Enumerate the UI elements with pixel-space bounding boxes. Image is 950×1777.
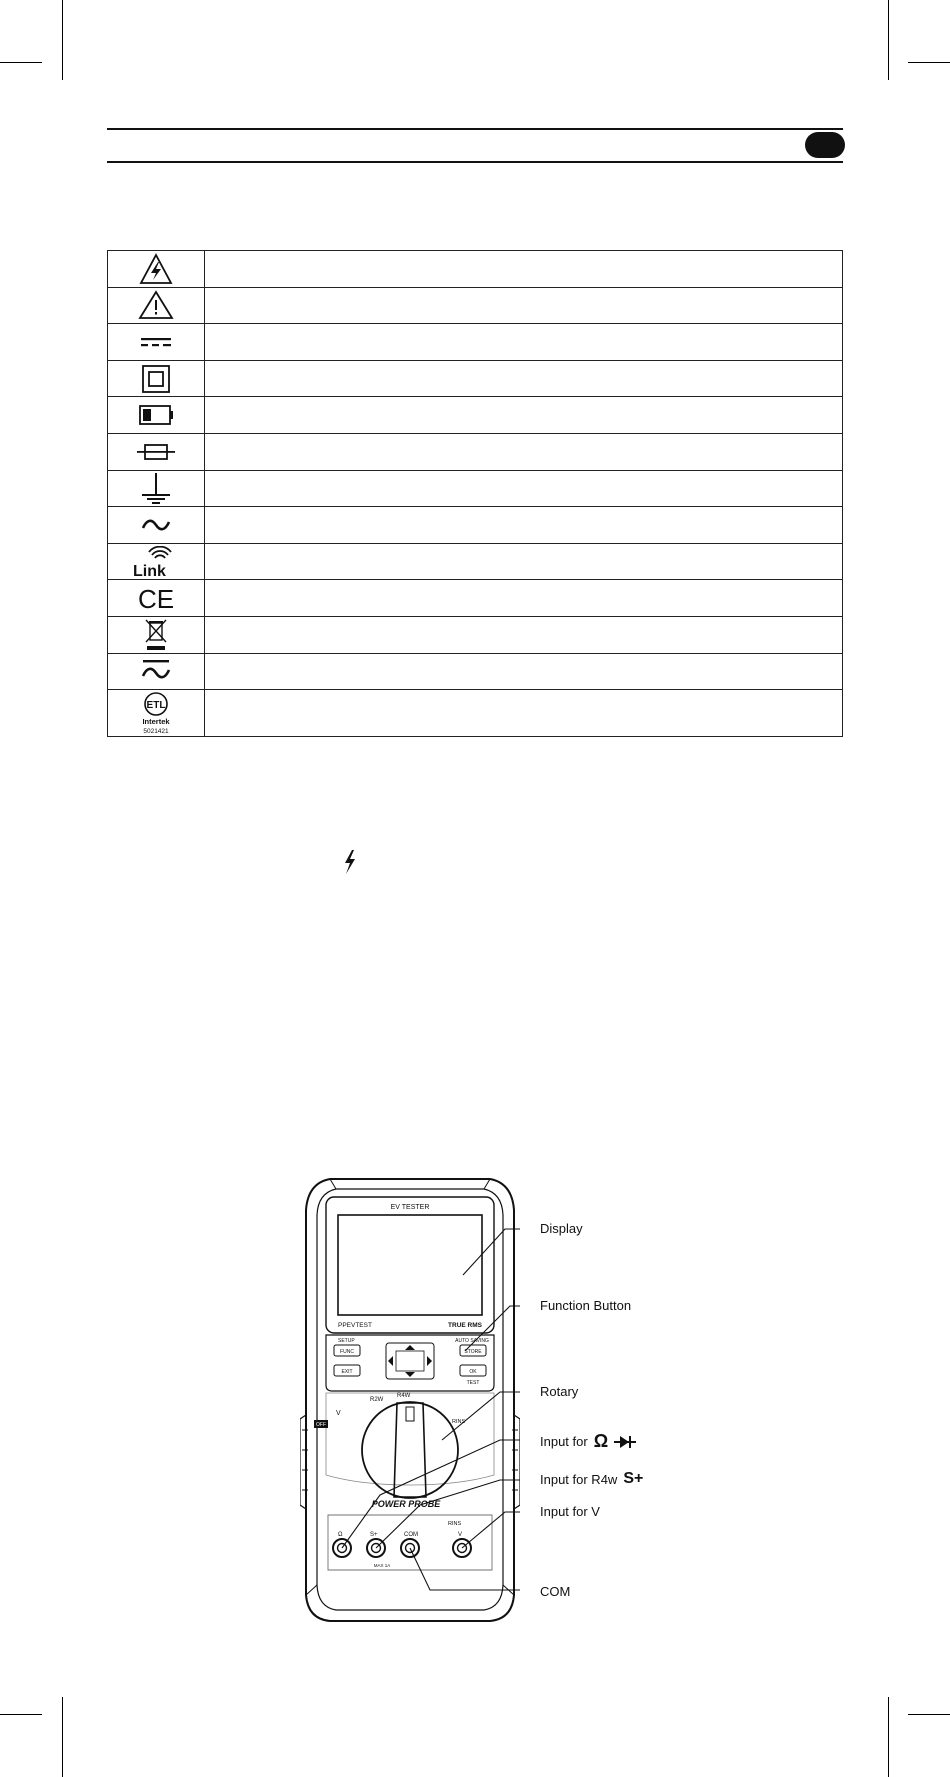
callout-function-button-text: Function Button	[540, 1298, 632, 1313]
meter-jack-v-label: V	[458, 1532, 463, 1538]
callout-com	[540, 1584, 570, 1599]
dc-current-icon	[108, 324, 205, 361]
header-bottom-rule	[107, 161, 843, 163]
crop-mark	[908, 62, 950, 63]
table-row	[108, 324, 843, 361]
ac-dc-icon	[108, 653, 205, 690]
callout-display	[540, 1221, 583, 1236]
table-row	[108, 580, 843, 617]
table-row	[108, 690, 843, 737]
crop-mark	[0, 62, 42, 63]
crop-mark	[888, 0, 889, 80]
meter-jack-s-label: S+	[370, 1532, 378, 1538]
meter-test-label: TEST	[466, 1380, 480, 1386]
meter-auto-saving-label: AUTO SAVING	[455, 1338, 489, 1344]
meter-v-label: V	[336, 1410, 341, 1417]
table-row	[108, 616, 843, 653]
multimeter-illustration	[300, 1175, 520, 1630]
meter-off-label: OFF	[316, 1422, 326, 1428]
table-row	[108, 507, 843, 544]
ohm-symbol: Ω	[593, 1431, 609, 1451]
meter-max-label: MAX 1A	[373, 1563, 391, 1568]
meter-setup-label: SETUP	[338, 1338, 355, 1344]
crop-mark	[908, 1714, 950, 1715]
callout-function-button	[540, 1298, 631, 1313]
link-wireless-icon	[108, 543, 205, 580]
meter-rins-bottom-label: RINS	[448, 1521, 462, 1527]
meter-store-button: STORE	[464, 1349, 482, 1355]
low-battery-icon	[108, 397, 205, 434]
symbol-description	[205, 616, 843, 653]
diode-icon	[614, 1435, 636, 1449]
crop-mark	[0, 1714, 42, 1715]
meter-func-button: FUNC	[340, 1349, 354, 1355]
table-row	[108, 470, 843, 507]
meter-label-right: TRUE RMS	[448, 1322, 482, 1329]
meter-label-left: PPEVTEST	[338, 1322, 372, 1329]
symbol-description	[205, 397, 843, 434]
crop-mark	[62, 1697, 63, 1777]
warning-triangle-icon	[108, 287, 205, 324]
table-row	[108, 433, 843, 470]
s-plus-symbol: S+	[623, 1470, 644, 1487]
callout-input-v-text: Input for V	[540, 1504, 600, 1519]
meter-screen-title: EV TESTER	[390, 1204, 430, 1211]
symbol-description	[205, 324, 843, 361]
intertek-logo-text: Intertek	[142, 717, 170, 727]
symbol-description	[205, 287, 843, 324]
meter-r4w-label: R4W	[397, 1393, 411, 1399]
callout-rotary	[540, 1384, 578, 1399]
symbol-description	[205, 360, 843, 397]
symbol-description	[205, 507, 843, 544]
meter-brand: POWER PROBE	[371, 1499, 441, 1509]
table-row	[108, 397, 843, 434]
callout-display-text: Display	[540, 1221, 583, 1236]
symbol-description	[205, 433, 843, 470]
callout-input-ohm	[540, 1431, 636, 1452]
symbol-description	[205, 543, 843, 580]
table-row	[108, 653, 843, 690]
intertek-number: 5021421	[143, 728, 169, 736]
meter-jack-ohm-label: Ω	[338, 1532, 343, 1538]
meter-jack-com-label: COM	[404, 1532, 418, 1538]
weee-bin-icon	[108, 616, 205, 653]
link-logo-text: Link	[133, 562, 166, 578]
symbol-table	[107, 250, 843, 737]
table-row	[108, 543, 843, 580]
electric-hazard-icon	[108, 251, 205, 288]
symbol-description	[205, 653, 843, 690]
header-top-rule	[107, 128, 843, 130]
language-badge	[805, 132, 845, 158]
table-row	[108, 360, 843, 397]
double-insulation-icon	[108, 360, 205, 397]
table-row	[108, 287, 843, 324]
callout-com-text: COM	[540, 1584, 571, 1599]
symbol-description	[205, 690, 843, 737]
symbol-description	[205, 470, 843, 507]
ac-current-icon	[108, 507, 205, 544]
crop-mark	[888, 1697, 889, 1777]
meter-ok-button: OK	[469, 1369, 477, 1375]
meter-exit-button: EXIT	[341, 1369, 353, 1375]
callout-input-r4w	[540, 1470, 643, 1488]
fuse-icon	[108, 433, 205, 470]
crop-mark	[62, 0, 63, 80]
symbol-description	[205, 580, 843, 617]
meter-r2w-label: R2W	[370, 1397, 384, 1403]
etl-intertek-icon	[108, 690, 205, 737]
callout-input-r4w-text: Input for R4w	[540, 1471, 618, 1487]
etl-logo-text: ETL	[146, 700, 166, 712]
table-row	[108, 251, 843, 288]
ce-mark-icon	[108, 580, 205, 617]
callout-rotary-text: Rotary	[540, 1384, 579, 1399]
meter-rins-label: RINS	[452, 1419, 466, 1425]
callout-input-ohm-text: Input for	[540, 1434, 588, 1449]
symbol-description	[205, 251, 843, 288]
lightning-bolt-icon	[343, 850, 357, 879]
ground-icon	[108, 470, 205, 507]
callout-input-v	[540, 1504, 600, 1519]
ce-logo-text: CE	[137, 584, 175, 613]
